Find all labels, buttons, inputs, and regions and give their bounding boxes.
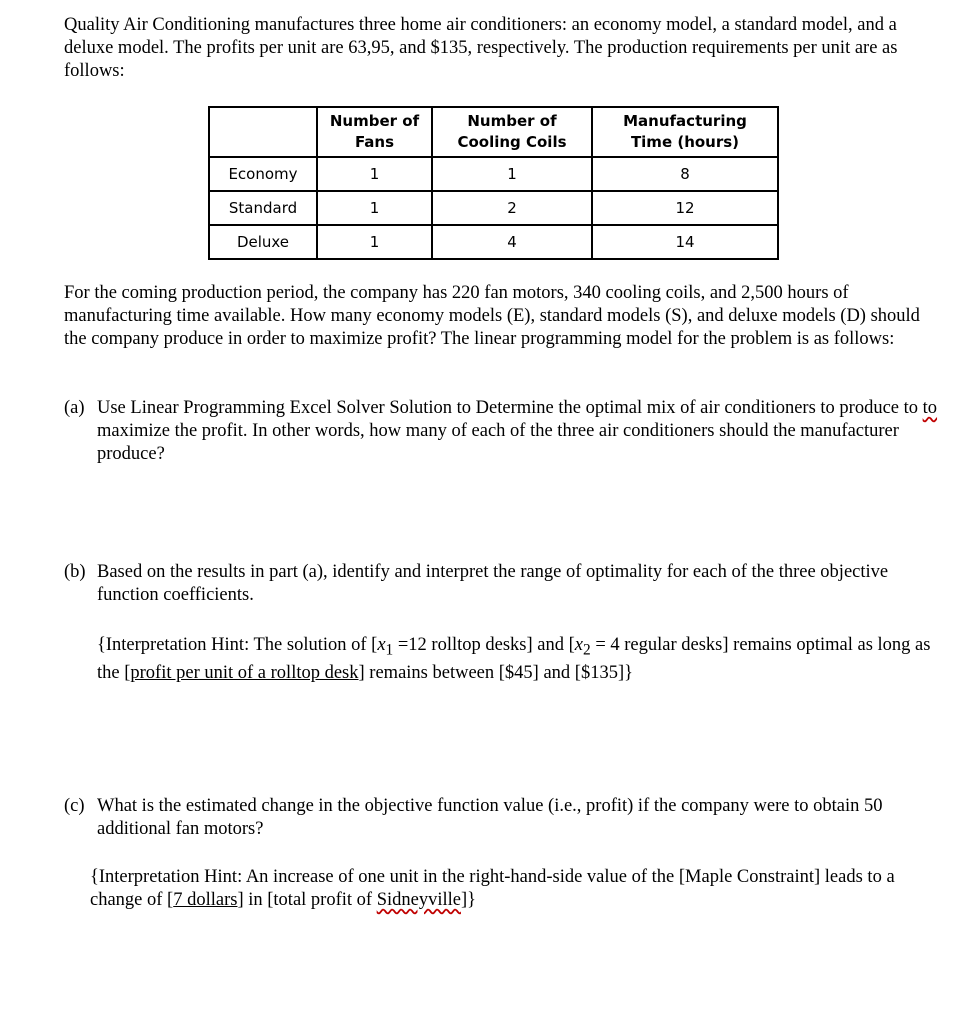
table-row [209,225,778,259]
header-cell-blank [209,107,317,157]
spelling-flag: to [922,398,938,418]
table-cell: 4 [432,225,592,259]
table-cell: 14 [592,225,778,259]
question-b [64,561,944,607]
table-cell: 8 [592,157,778,191]
problem-intro: Quality Air Conditioning manufactures three home air conditioners: an economy model, a standard model, and a deluxe model. The profits per unit are 63,95, and $135, respectively. The production requirements per unit are as follows: [64,15,898,81]
table-cell: 1 [432,157,592,191]
question-b-label: (b) [64,562,86,582]
table-cell: 2 [432,191,592,225]
question-a [64,397,944,466]
spelling-flag: Sidneyville [376,890,461,910]
problem-context: For the coming production period, the company has 220 fan motors, 340 cooling coils, and 2,500 hours of manufacturing time available. How many economy models (E), standard models (S), and deluxe models (D) should the company produce in order to maximize profit? The linear programming model for the problem is as follows: [64,283,920,349]
table-row [209,191,778,225]
header-cell-fans: Number of Fans [317,107,432,157]
table-cell: 1 [317,225,432,259]
question-c-text: What is the estimated change in the objective function value (i.e., profit) if the company were to obtain 50 additional fan motors? [97,796,883,839]
table-cell: 12 [592,191,778,225]
header-cell-cooling-coils: Number of Cooling Coils [432,107,592,157]
question-a-text: Use Linear Programming Excel Solver Solution to Determine the optimal mix of air conditioners to produce to to maximize the profit. In other words, how many of each of the three air conditioners should the manufacturer produce? [97,398,938,464]
question-b-text: Based on the results in part (a), identify and interpret the range of optimality for each of the three objective function coefficients. [97,562,889,605]
row-label-standard: Standard [209,191,317,225]
question-b-hint: {Interpretation Hint: The solution of [$x_1 =12$ rolltop desks] and [$x_2 = 4$ regular desks] remains optimal as long as the [profit per unit of a rolltop desk] remains between [$45] and [$135]} [97,635,931,683]
question-a-label: (a) [64,398,85,418]
row-label-economy: Economy [209,157,317,191]
question-c-hint: {Interpretation Hint: An increase of one unit in the right-hand-side value of the [Maple Constraint] leads to a change of [7 dollars] in [total profit of Sidneyville]} [90,867,895,910]
table-cell: 1 [317,157,432,191]
table-header-row [209,107,778,157]
underlined-phrase: 7 dollars [173,890,238,910]
table-cell: 1 [317,191,432,225]
table-row [209,157,778,191]
question-c [64,795,944,841]
header-cell-manufacturing-time: Manufacturing Time (hours) [592,107,778,157]
underlined-phrase: profit per unit of a rolltop desk [130,662,359,683]
production-requirements-table [208,106,779,260]
question-c-label: (c) [64,796,85,816]
row-label-deluxe: Deluxe [209,225,317,259]
